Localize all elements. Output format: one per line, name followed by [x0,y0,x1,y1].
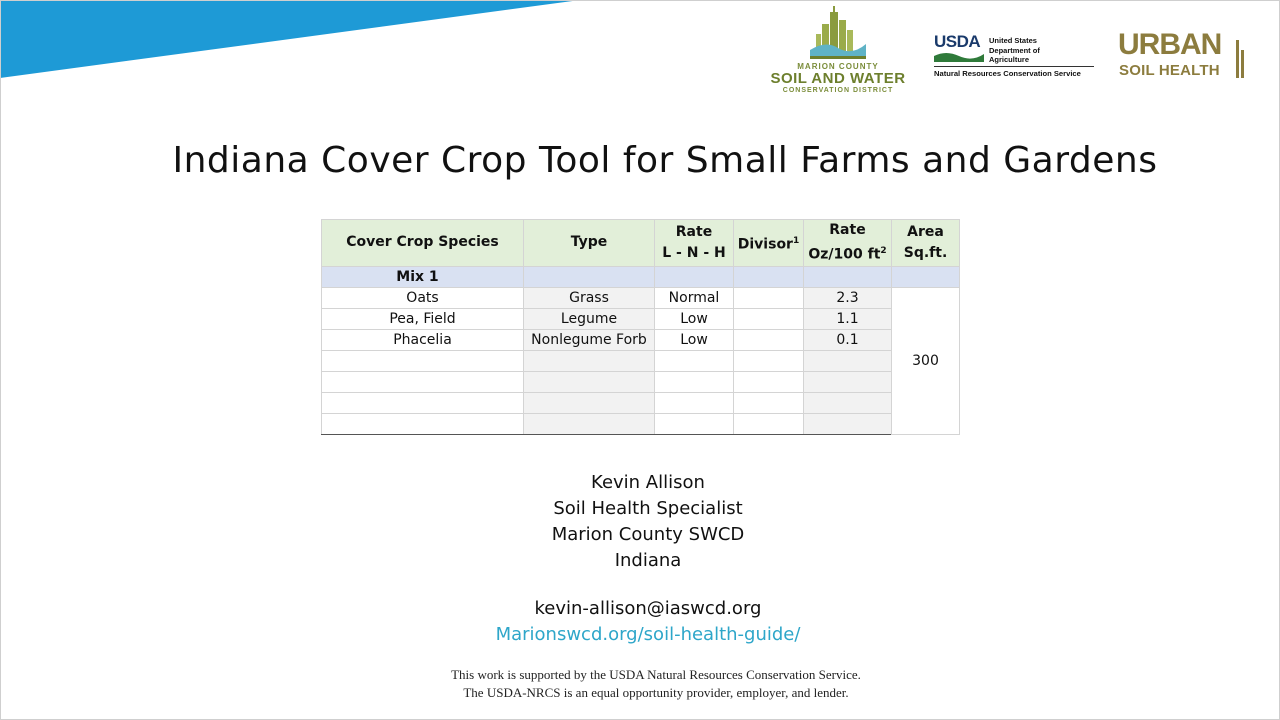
header-rate-line1: Rate [675,223,713,240]
disclaimer-line1: This work is supported by the USDA Natural Resources Conservation Service. [451,667,861,682]
disclaimer [0,666,1280,702]
author-role: Soil Health Specialist [553,498,743,519]
usda-dept-line2: Department of [989,45,1040,55]
table-row [322,371,960,392]
urban-soil-health-logo [1118,30,1248,82]
urban-logo-word: URBAN [1118,28,1222,61]
header-species: Cover Crop Species [322,220,524,267]
author-block [0,470,1280,574]
rate-cell[interactable] [655,413,734,434]
header-oz-line2: Oz/100 ft [808,246,881,263]
header-area [892,220,960,267]
table-row [322,413,960,434]
area-cell[interactable]: 300 [892,287,960,434]
author-name: Kevin Allison [591,472,705,493]
header-oz-rate [804,220,892,267]
mix-cell[interactable] [734,266,804,287]
author-org: Marion County SWCD [551,524,745,545]
urban-logo-sub: SOIL HEALTH [1119,62,1220,79]
marion-county-swcd-logo [768,6,908,104]
table-row [322,329,960,350]
rate-cell[interactable]: Low [655,329,734,350]
table-row [322,350,960,371]
header-divisor-text: Divisor [737,236,793,253]
type-cell[interactable] [524,371,655,392]
rate-cell[interactable] [655,371,734,392]
species-cell[interactable] [322,350,524,371]
header-area-line1: Area [907,223,944,240]
divisor-cell[interactable] [734,413,804,434]
header-area-line2: Sq.ft. [903,244,948,261]
header-rate [655,220,734,267]
table-header-row [322,220,960,267]
swcd-logo-line1: MARION COUNTY [797,62,879,71]
divisor-cell[interactable] [734,350,804,371]
table-row [322,308,960,329]
divisor-cell[interactable] [734,329,804,350]
species-cell[interactable] [322,371,524,392]
usda-wave-icon [934,50,984,62]
usda-nrcs-logo [934,32,1098,82]
usda-department-text [989,36,1040,65]
species-cell[interactable]: Phacelia [322,329,524,350]
type-cell[interactable]: Nonlegume Forb [524,329,655,350]
header-divisor-footnote: 1 [792,235,800,246]
oz-rate-cell[interactable] [804,413,892,434]
header-oz-footnote: 2 [880,246,887,256]
mix-cell[interactable] [892,266,960,287]
page-title: Indiana Cover Crop Tool for Small Farms and Gardens [172,140,1158,181]
oz-rate-cell[interactable]: 0.1 [804,329,892,350]
swcd-logo-line2: SOIL AND WATER [770,70,906,87]
species-cell[interactable] [322,413,524,434]
rate-cell[interactable]: Normal [655,287,734,308]
header-type: Type [524,220,655,267]
author-state: Indiana [614,550,682,571]
urban-bars-icon [1236,40,1246,78]
table-row [322,392,960,413]
mix-cell[interactable] [524,266,655,287]
divisor-cell[interactable] [734,308,804,329]
usda-agency-name: Natural Resources Conservation Service [934,69,1081,78]
type-cell[interactable]: Grass [524,287,655,308]
type-cell[interactable] [524,350,655,371]
usda-mark: USDA [934,32,981,51]
usda-dept-line1: United States [989,36,1037,45]
usda-divider [934,66,1094,67]
soil-health-guide-link[interactable]: Marionswcd.org/soil-health-guide/ [495,624,801,645]
header-oz-line1: Rate [829,222,866,238]
mix-row [322,266,960,287]
header-rate-line2: L - N - H [662,244,726,261]
swcd-logo-line3: CONSERVATION DISTRICT [782,87,894,94]
species-cell[interactable] [322,392,524,413]
table-row [322,287,960,308]
usda-dept-line3: Agriculture [989,55,1030,64]
rate-cell[interactable]: Low [655,308,734,329]
mix-label: Mix 1 [396,268,439,285]
type-cell[interactable]: Legume [524,308,655,329]
rate-cell[interactable] [655,350,734,371]
mix-cell[interactable] [804,266,892,287]
oz-rate-cell[interactable] [804,350,892,371]
mix-cell[interactable] [655,266,734,287]
contact-email[interactable]: kevin-allison@iaswcd.org [534,598,762,619]
species-cell[interactable]: Oats [322,287,524,308]
disclaimer-line2: The USDA-NRCS is an equal opportunity provider, employer, and lender. [463,685,849,700]
mix-label-cell[interactable] [322,266,524,287]
species-cell[interactable]: Pea, Field [322,308,524,329]
oz-rate-cell[interactable]: 2.3 [804,287,892,308]
type-cell[interactable] [524,392,655,413]
oz-rate-cell[interactable] [804,371,892,392]
oz-rate-cell[interactable]: 1.1 [804,308,892,329]
city-skyline-icon [808,6,868,62]
divisor-cell[interactable] [734,287,804,308]
type-cell[interactable] [524,413,655,434]
oz-rate-cell[interactable] [804,392,892,413]
rate-cell[interactable] [655,392,734,413]
divisor-cell[interactable] [734,392,804,413]
divisor-cell[interactable] [734,371,804,392]
corner-banner-shape [0,0,600,80]
cover-crop-table [321,219,960,435]
header-divisor [734,220,804,267]
